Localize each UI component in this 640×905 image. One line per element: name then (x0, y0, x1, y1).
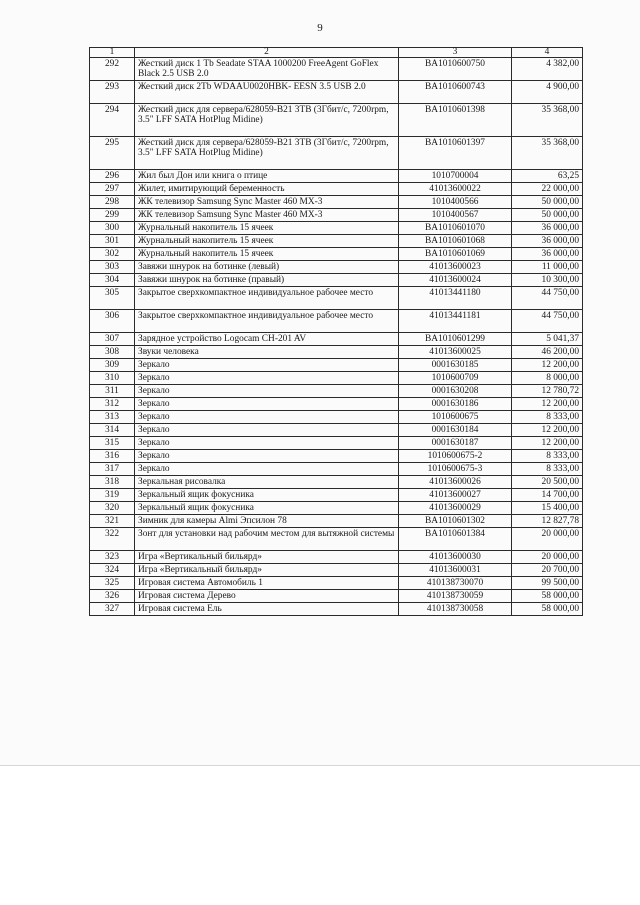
item-price: 99 500,00 (512, 577, 583, 590)
item-name: Зеркальный ящик фокусника (135, 489, 399, 502)
row-number: 321 (90, 515, 135, 528)
table-row (90, 359, 583, 372)
page-number: 9 (317, 22, 323, 34)
row-number: 325 (90, 577, 135, 590)
row-number: 313 (90, 411, 135, 424)
item-name: Жесткий диск 1 Tb Seadate STAA 1000200 FreeAgent GoFlex Black 2.5 USB 2.0 (135, 58, 399, 81)
table-row (90, 183, 583, 196)
row-number: 308 (90, 346, 135, 359)
inventory-code: 41013600023 (399, 261, 512, 274)
table-row (90, 564, 583, 577)
item-price: 35 368,00 (512, 104, 583, 137)
item-price: 8 333,00 (512, 411, 583, 424)
item-price: 36 000,00 (512, 248, 583, 261)
inventory-code: 41013600027 (399, 489, 512, 502)
inventory-code: 1010600675 (399, 411, 512, 424)
row-number: 322 (90, 528, 135, 551)
item-name: Журнальный накопитель 15 ячеек (135, 222, 399, 235)
inventory-code: 41013600025 (399, 346, 512, 359)
item-name: Зарядное устройство Logocam CH-201 AV (135, 333, 399, 346)
item-price: 50 000,00 (512, 196, 583, 209)
row-number: 326 (90, 590, 135, 603)
item-name: Зеркало (135, 372, 399, 385)
item-name: Журнальный накопитель 15 ячеек (135, 248, 399, 261)
row-number: 314 (90, 424, 135, 437)
inventory-code: 41013600022 (399, 183, 512, 196)
column-header: 2 (135, 48, 399, 58)
table-row (90, 104, 583, 137)
row-number: 316 (90, 450, 135, 463)
item-price: 12 200,00 (512, 359, 583, 372)
item-price: 8 333,00 (512, 450, 583, 463)
inventory-code: BA1010601299 (399, 333, 512, 346)
row-number: 296 (90, 170, 135, 183)
table-row (90, 385, 583, 398)
table-row (90, 603, 583, 616)
table-row (90, 346, 583, 359)
inventory-code: 41013600029 (399, 502, 512, 515)
item-price: 4 900,00 (512, 81, 583, 104)
inventory-code: 41013600024 (399, 274, 512, 287)
table-row (90, 170, 583, 183)
table-row (90, 235, 583, 248)
table-row (90, 287, 583, 310)
row-number: 327 (90, 603, 135, 616)
column-header: 1 (90, 48, 135, 58)
inventory-table (89, 47, 583, 616)
row-number: 292 (90, 58, 135, 81)
inventory-code: BA1010600750 (399, 58, 512, 81)
table-row (90, 274, 583, 287)
item-name: Игра «Вертикальный бильярд» (135, 564, 399, 577)
row-number: 297 (90, 183, 135, 196)
item-price: 4 382,00 (512, 58, 583, 81)
inventory-code: 41013600030 (399, 551, 512, 564)
item-name: Игра «Вертикальный бильярд» (135, 551, 399, 564)
item-name: Зеркало (135, 411, 399, 424)
inventory-code: 41013441180 (399, 287, 512, 310)
inventory-code: 1010600675-3 (399, 463, 512, 476)
item-name: Зеркало (135, 463, 399, 476)
row-number: 309 (90, 359, 135, 372)
item-name: Зеркальный ящик фокусника (135, 502, 399, 515)
table-header-row (90, 48, 583, 58)
row-number: 323 (90, 551, 135, 564)
table-row (90, 424, 583, 437)
inventory-code: 410138730058 (399, 603, 512, 616)
row-number: 295 (90, 137, 135, 170)
item-name: Жесткий диск для сервера/628059-B21 3TB (3Гбит/с, 7200rpm, 3.5" LFF SATA HotPlug Midine) (135, 104, 399, 137)
table-row (90, 310, 583, 333)
item-price: 5 041,37 (512, 333, 583, 346)
inventory-code: BA1010601069 (399, 248, 512, 261)
table-row (90, 81, 583, 104)
row-number: 302 (90, 248, 135, 261)
item-name: Зеркало (135, 450, 399, 463)
item-price: 58 000,00 (512, 603, 583, 616)
item-price: 63,25 (512, 170, 583, 183)
inventory-code: 1010400566 (399, 196, 512, 209)
item-price: 44 750,00 (512, 310, 583, 333)
item-name: Зеркало (135, 385, 399, 398)
item-name: ЖК телевизор Samsung Sync Master 460 MX-3 (135, 209, 399, 222)
row-number: 306 (90, 310, 135, 333)
item-name: Игровая система Ель (135, 603, 399, 616)
item-price: 12 827,78 (512, 515, 583, 528)
table-row (90, 261, 583, 274)
inventory-code: 410138730059 (399, 590, 512, 603)
item-price: 36 000,00 (512, 222, 583, 235)
inventory-code: 410138730070 (399, 577, 512, 590)
row-number: 294 (90, 104, 135, 137)
item-price: 12 200,00 (512, 398, 583, 411)
inventory-code: 0001630185 (399, 359, 512, 372)
item-price: 50 000,00 (512, 209, 583, 222)
item-name: Зонт для установки над рабочим местом для вытяжной системы (135, 528, 399, 551)
item-price: 8 333,00 (512, 463, 583, 476)
row-number: 317 (90, 463, 135, 476)
item-price: 36 000,00 (512, 235, 583, 248)
table-row (90, 209, 583, 222)
table-row (90, 411, 583, 424)
table-row (90, 489, 583, 502)
table-row (90, 222, 583, 235)
inventory-code: 0001630208 (399, 385, 512, 398)
table-row (90, 515, 583, 528)
inventory-code: BA1010601384 (399, 528, 512, 551)
table-row (90, 333, 583, 346)
item-price: 44 750,00 (512, 287, 583, 310)
inventory-code: 41013441181 (399, 310, 512, 333)
table-row (90, 372, 583, 385)
item-name: Журнальный накопитель 15 ячеек (135, 235, 399, 248)
item-name: Звуки человека (135, 346, 399, 359)
inventory-code: 0001630186 (399, 398, 512, 411)
row-number: 318 (90, 476, 135, 489)
table-row (90, 590, 583, 603)
row-number: 305 (90, 287, 135, 310)
row-number: 298 (90, 196, 135, 209)
row-number: 320 (90, 502, 135, 515)
inventory-code: BA1010601302 (399, 515, 512, 528)
row-number: 315 (90, 437, 135, 450)
item-price: 20 000,00 (512, 551, 583, 564)
row-number: 304 (90, 274, 135, 287)
inventory-code: BA1010600743 (399, 81, 512, 104)
item-name: Зимник для камеры Almi Эпсилон 78 (135, 515, 399, 528)
row-number: 310 (90, 372, 135, 385)
item-name: Жилет, имитирующий беременность (135, 183, 399, 196)
row-number: 301 (90, 235, 135, 248)
inventory-code: BA1010601398 (399, 104, 512, 137)
item-name: Игровая система Автомобиль 1 (135, 577, 399, 590)
item-price: 46 200,00 (512, 346, 583, 359)
inventory-code: 1010400567 (399, 209, 512, 222)
row-number: 319 (90, 489, 135, 502)
item-price: 15 400,00 (512, 502, 583, 515)
item-name: Зеркало (135, 359, 399, 372)
inventory-code: BA1010601070 (399, 222, 512, 235)
table-row (90, 551, 583, 564)
item-price: 12 200,00 (512, 424, 583, 437)
item-price: 14 700,00 (512, 489, 583, 502)
column-header: 4 (512, 48, 583, 58)
item-price: 20 700,00 (512, 564, 583, 577)
row-number: 303 (90, 261, 135, 274)
row-number: 312 (90, 398, 135, 411)
table-row (90, 137, 583, 170)
item-price: 22 000,00 (512, 183, 583, 196)
table-row (90, 450, 583, 463)
inventory-code: 0001630184 (399, 424, 512, 437)
inventory-code: BA1010601068 (399, 235, 512, 248)
item-price: 58 000,00 (512, 590, 583, 603)
item-price: 35 368,00 (512, 137, 583, 170)
table-row (90, 437, 583, 450)
table-row (90, 577, 583, 590)
inventory-code: 41013600026 (399, 476, 512, 489)
item-price: 10 300,00 (512, 274, 583, 287)
table-row (90, 463, 583, 476)
row-number: 324 (90, 564, 135, 577)
item-name: ЖК телевизор Samsung Sync Master 460 MX-3 (135, 196, 399, 209)
item-name: Зеркало (135, 437, 399, 450)
item-name: Игровая система Дерево (135, 590, 399, 603)
inventory-code: 1010600709 (399, 372, 512, 385)
item-price: 12 200,00 (512, 437, 583, 450)
item-price: 8 000,00 (512, 372, 583, 385)
inventory-code: 1010600675-2 (399, 450, 512, 463)
column-header: 3 (399, 48, 512, 58)
row-number: 299 (90, 209, 135, 222)
table-row (90, 58, 583, 81)
inventory-code: 1010700004 (399, 170, 512, 183)
table-row (90, 502, 583, 515)
inventory-code: 0001630187 (399, 437, 512, 450)
item-price: 11 000,00 (512, 261, 583, 274)
table-row (90, 476, 583, 489)
inventory-code: BA1010601397 (399, 137, 512, 170)
table-row (90, 528, 583, 551)
row-number: 311 (90, 385, 135, 398)
item-price: 20 500,00 (512, 476, 583, 489)
item-name: Закрытое сверхкомпактное индивидуальное рабочее место (135, 310, 399, 333)
item-name: Зеркало (135, 424, 399, 437)
table-row (90, 196, 583, 209)
item-name: Зеркальная рисовалка (135, 476, 399, 489)
item-name: Закрытое сверхкомпактное индивидуальное рабочее место (135, 287, 399, 310)
table-row (90, 248, 583, 261)
item-name: Зеркало (135, 398, 399, 411)
table-row (90, 398, 583, 411)
row-number: 300 (90, 222, 135, 235)
item-name: Жесткий диск 2Tb WDAAU0020HBK- EESN 3.5 USB 2.0 (135, 81, 399, 104)
item-name: Завяжи шнурок на ботинке (левый) (135, 261, 399, 274)
row-number: 307 (90, 333, 135, 346)
item-price: 12 780,72 (512, 385, 583, 398)
item-name: Жил был Дон или книга о птице (135, 170, 399, 183)
item-name: Завяжи шнурок на ботинке (правый) (135, 274, 399, 287)
item-name: Жесткий диск для сервера/628059-B21 3TB (3Гбит/с, 7200rpm, 3.5" LFF SATA HotPlug Midine) (135, 137, 399, 170)
row-number: 293 (90, 81, 135, 104)
item-price: 20 000,00 (512, 528, 583, 551)
inventory-code: 41013600031 (399, 564, 512, 577)
